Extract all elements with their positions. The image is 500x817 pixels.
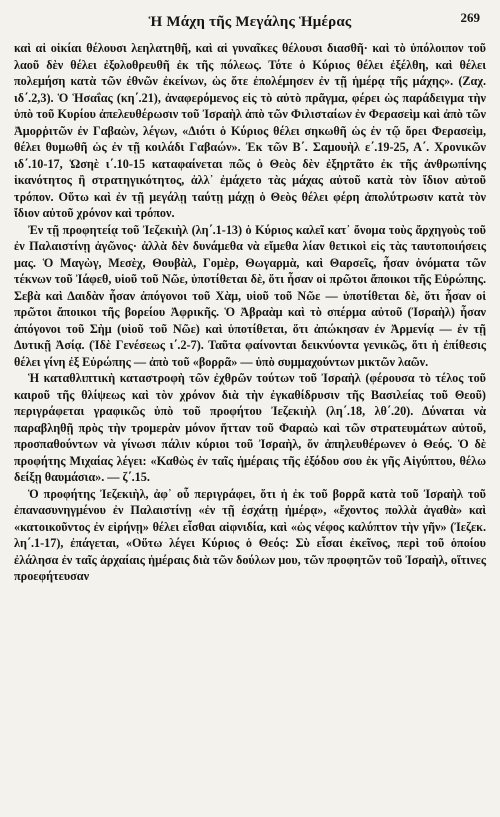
running-head [14,10,486,40]
paragraph: Ὁ προφήτης Ἰεζεκιὴλ, ἀφ᾽ οὗ περιγράφει, ὅτι ἡ ἐκ τοῦ βορρᾶ κατὰ τοῦ Ἰσραὴλ τοῦ ἐπανασυνηγμένου ἐν Παλαιστίνῃ «ἐν τῇ ἐσχάτῃ ἡμέρᾳ», «ἔχοντος πολλὰ ἀγαθὰ» καὶ «κατοικοῦντος ἐν εἰρήνῃ» θέλει εἶσθαι αἰφνιδία, καὶ «ὡς νέφος καλύπτον τὴν γῆν» (Ἰεζεκ. λη΄.1-17), ἐπάγεται, «Οὕτω λέγει Κύριος ὁ Θεός: Σὺ εἶσαι ἐκεῖνος, περὶ τοῦ ὁποίου ἐλάλησα ἐν ταῖς ἀρχαίαις ἡμέραις διὰ τῶν δούλων μου, τῶν προφητῶν τοῦ Ἰσραὴλ, οἵτινες προεφήτευσαν [14,486,486,583]
page-title: Ἡ Μάχη τῆς Μεγάλης Ἡμέρας [148,14,352,30]
body-text [14,40,486,585]
paragraph: Ἡ καταθλιπτικὴ καταστροφὴ τῶν ἐχθρῶν τούτων τοῦ Ἰσραὴλ (φέρουσα τὸ τέλος τοῦ καιροῦ τῆς θλίψεως καὶ τὸν χρόνον διὰ τὴν ἐγκαθίδρυσιν τῆς Βασιλείας τοῦ Θεοῦ) περιγράφεται γραφικῶς ὑπὸ τοῦ προφήτου Ἰεζεκιὴλ (λη΄.18, λθ΄.20). Δύναται νὰ παραβληθῇ πρὸς τὴν τρομερὰν μόνον ἥτταν τοῦ Φαραὼ καὶ τῶν στρατευμάτων αὐτοῦ, προσπαθούντων νὰ γίνωσι πάλιν κύριοι τοῦ Ἰσραὴλ, ὅν ἀπηλευθέρωνεν ὁ Θεός. Ὁ δὲ προφήτης Μιχαίας λέγει: «Καθὼς ἐν ταῖς ἡμέραις τῆς ἐξόδου σου ἐκ γῆς Αἰγύπτου, θέλω δείξῃ θαυμάσια». — ζ΄.15. [14,371,486,484]
paragraph: Ἐν τῇ προφητείᾳ τοῦ Ἰεζεκιὴλ (λη΄.1-13) ὁ Κύριος καλεῖ κατ᾽ ὄνομα τοὺς ἄρχηγοὺς τοῦ ἐν Παλαιστίνῃ ἀγῶνος· ἀλλὰ δὲν δυνάμεθα νὰ εἴμεθα λίαν θετικοὶ εἰς τὰς ταυτοποιήσεις μας. Ὁ Μαγὼγ, Μεσὲχ, Θουβὰλ, Γομὲρ, Θωγαρμὰ, καὶ Θαρσεῖς, ἦσαν ὀνόματα τῶν τέκνων τοῦ Ἰάφεθ, υἱοῦ τοῦ Νῶε, ὑποτίθεται δὲ, ὅτι ἦσαν οἱ πρῶτοι ἄποικοι τῆς Εὐρώπης. Σεβὰ καὶ Δαιδὰν ἦσαν ἀπόγονοι τοῦ Χὰμ, υἱοῦ τοῦ Νῶε — ὑποτίθεται δὲ, ὅτι ἦσαν οἱ πρῶτοι ἄποικοι τῆς βορείου Ἀφρικῆς. Ὁ Ἀβραὰμ καὶ τὸ σπέρμα αὐτοῦ (Ἰσραὴλ) ἦσαν ἀπόγονοι τοῦ Σὴμ (υἱοῦ τοῦ Νῶε) καὶ ὑποτίθεται, ὅτι ἀπώκησαν ἐν Ἀρμενίᾳ — ἐν τῇ Δυτικῇ Ἀσίᾳ. (Ἰδὲ Γενέσεως ι΄.2-7). Ταῦτα φαίνονται δεικνύοντα γενικῶς, ὅτι ἡ ἐπίθεσις θέλει γίνη ἐξ Εὐρώπης — ἀπὸ τοῦ «βορρᾶ» — ὑπὸ συμμαχούντων μικτῶν λαῶν. [14,222,486,369]
paragraph: καὶ αἱ οἰκίαι θέλουσι λεηλατηθῆ, καὶ αἱ γυναῖκες θέλουσι διασθῆ· καὶ τὸ ὑπόλοιπον τοῦ λαοῦ δὲν θέλει ἐξολοθρευθῆ ἐκ τῆς πόλεως. Τότε ὁ Κύριος θέλει ἐξέλθη, καὶ θέλει πολεμήση κατὰ τῶν ἐθνῶν ἐκείνων, ὡς ὅτε ἐπολέμησεν ἐν τῇ ἡμέρᾳ τῆς μάχης». (Ζαχ. ιδ΄.2,3). Ὁ Ἡσαΐας (κη΄.21), ἀναφερόμενος εἰς τὸ αὐτὸ πρᾶγμα, φέρει ὡς παράδειγμα τὴν ὑπὸ τοῦ Κυρίου ἀπελευθέρωσιν τοῦ Ἰσραὴλ ἀπὸ τῶν Φιλισταίων ἐν Φερασεὶμ καὶ ἀπὸ τῶν Ἀμορῥιτῶν ἐν Γαβαὼν, λέγων, «Διότι ὁ Κύριος θέλει σηκωθῆ ὡς ἐν τῷ ὄρει Φερασεὶμ, θέλει θυμωθῆ ὡς ἐν τῇ κοιλάδι Γαβαών». Ἐκ τῶν Β΄. Σαμουὴλ ε΄.19-25, Α΄. Χρονικῶν ιδ΄.10-17, Ὡσηὲ ι΄.10-15 καταφαίνεται πῶς ὁ Θεὸς δὲν ἐξηρτᾶτο ἐκ τῆς ἀνθρωπίνης ἱκανότητος ἢ στρατηγικότητος, ἀλλ᾽ ἐμάχετο τὰς μάχας αὐτοῦ κατὰ τὸν ἴδιον αὐτοῦ τρόπον. Οὕτω καὶ ἐν τῇ μεγάλῃ ταύτῃ μάχῃ ὁ Θεὸς θέλει φέρη ἀπολύτρωσιν κατὰ τὸν ἴδιον αὐτοῦ χρόνον καὶ τρόπον. [14,41,486,220]
page-number: 269 [460,10,480,25]
